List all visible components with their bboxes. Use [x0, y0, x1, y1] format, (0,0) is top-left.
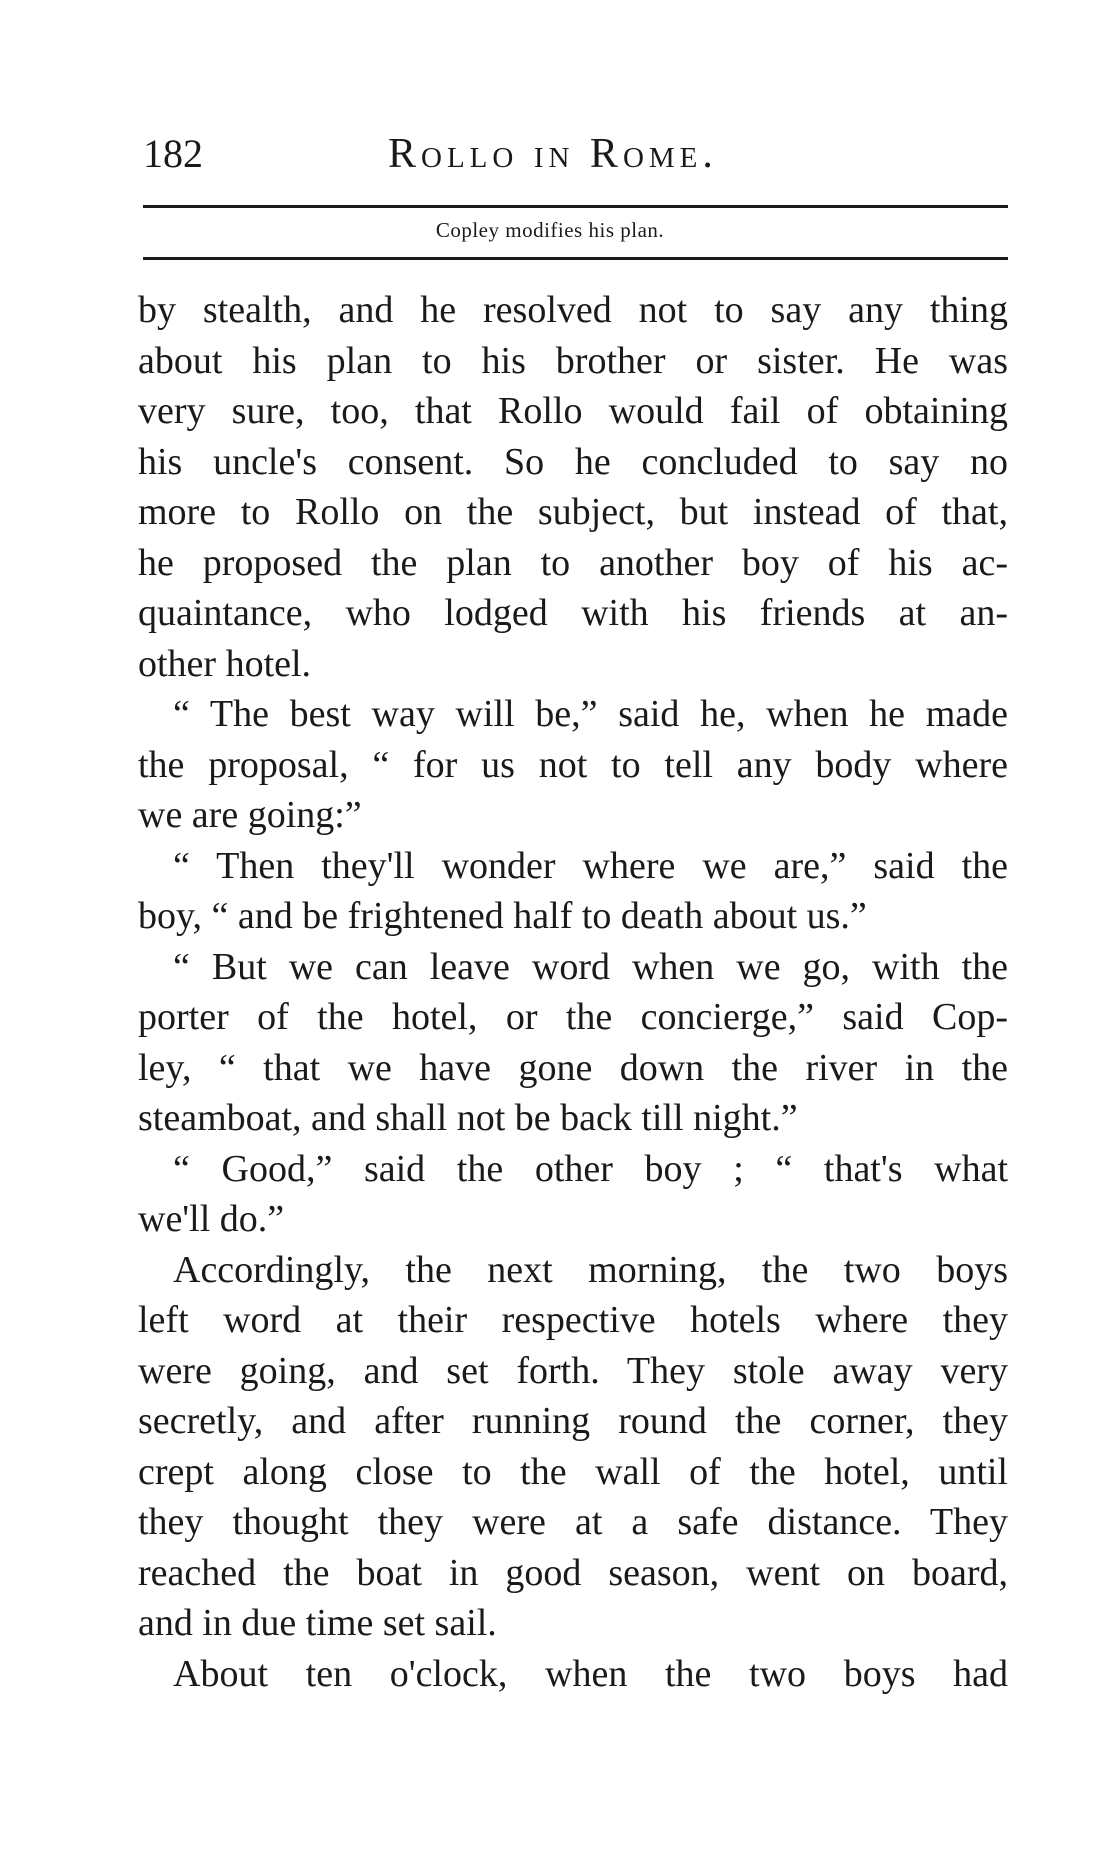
text-line: secretly, and after running round the corner, they	[138, 1400, 1008, 1442]
running-title: Rollo in Rome.	[388, 131, 718, 177]
text-line: and in due time set sail.	[138, 1602, 497, 1644]
text-line: about his plan to his brother or sister. He was	[138, 339, 1008, 382]
text-line: very sure, too, that Rollo would fail of obtaining	[138, 390, 1008, 432]
header-rule-top	[143, 205, 1008, 208]
text-line: left word at their respective hotels where they	[138, 1299, 1008, 1341]
header-rule-bottom	[143, 257, 1008, 260]
text-line: were going, and set forth. They stole away very	[138, 1349, 1008, 1392]
section-heading: Copley modifies his plan.	[435, 218, 665, 242]
text-line: his uncle's consent. So he concluded to say no	[138, 440, 1008, 483]
text-line: “ But we can leave word when we go, with the	[173, 945, 1008, 988]
text-line: quaintance, who lodged with his friends at an-	[138, 592, 1008, 634]
text-line: we'll do.”	[138, 1198, 285, 1240]
text-line: more to Rollo on the subject, but instead of that,	[138, 491, 1008, 533]
text-line: Accordingly, the next morning, the two boys	[173, 1248, 1008, 1291]
text-line: “ Good,” said the other boy ; “ that's what	[173, 1147, 1008, 1190]
text-line: ley, “ that we have gone down the river in the	[138, 1046, 1008, 1089]
text-line: reached the boat in good season, went on board,	[138, 1551, 1008, 1594]
body-text	[138, 285, 1008, 1699]
text-line: “ The best way will be,” said he, when he made	[173, 693, 1008, 735]
page-number: 182	[143, 131, 203, 176]
text-line: About ten o'clock, when the two boys had	[173, 1652, 1008, 1695]
text-line: “ Then they'll wonder where we are,” said the	[173, 844, 1008, 887]
text-line: other hotel.	[138, 642, 312, 685]
text-line: crept along close to the wall of the hotel, until	[138, 1450, 1008, 1493]
text-line: they thought they were at a safe distance. They	[138, 1501, 1008, 1543]
text-line: we are going:”	[138, 794, 362, 836]
text-line: he proposed the plan to another boy of his ac-	[138, 541, 1008, 584]
text-line: by stealth, and he resolved not to say any thing	[138, 289, 1008, 331]
text-line: steamboat, and shall not be back till night.”	[138, 1097, 798, 1139]
text-line: porter of the hotel, or the concierge,” said Cop-	[138, 996, 1008, 1038]
text-line: the proposal, “ for us not to tell any body where	[138, 743, 1008, 786]
text-line: boy, “ and be frightened half to death about us.”	[138, 895, 867, 937]
